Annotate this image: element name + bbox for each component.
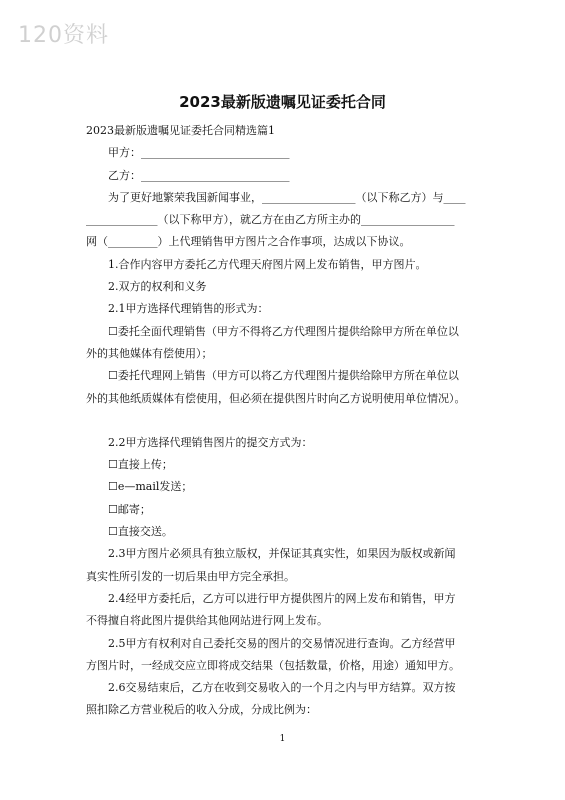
text-line: 方图片时，一经成交应立即将成交结果（包括数量，价格，用途）通知甲方。 — [86, 658, 460, 672]
blank-line — [86, 410, 494, 432]
text-line: ☐委托全面代理销售（甲方不得将乙方代理图片提供给除甲方所在单位以 — [108, 324, 459, 338]
text-line: 2.2甲方选择代理销售图片的提交方式为： — [108, 435, 313, 449]
text-line: 网（_________）上代理销售甲方图片之合作事项，达成以下协议。 — [86, 235, 411, 249]
text-line: 2.1甲方选择代理销售的形式为： — [108, 302, 269, 316]
text-line: ☐直接上传； — [108, 458, 173, 472]
document-body — [86, 120, 494, 722]
text-line: 为了更好地繁荣我国新闻事业，_________________（以下称乙方）与____ — [108, 190, 466, 204]
text-line: 乙方：___________________________ — [108, 168, 290, 182]
text-line: 2.5甲方有权利对自己委托交易的图片的交易情况进行查询。乙方经营甲 — [108, 636, 456, 650]
page-number: 1 — [279, 734, 286, 744]
text-line: 甲方：___________________________ — [108, 146, 290, 160]
text-line: 2.3甲方图片必须具有独立版权，并保证其真实性，如果因为版权或新闻 — [108, 547, 456, 561]
text-line: 2.双方的权利和义务 — [108, 280, 207, 294]
text-line: ☐委托代理网上销售（甲方可以将乙方代理图片提供给除甲方所在单位以 — [108, 369, 459, 383]
text-line: 2023最新版遗嘱见证委托合同精选篇1 — [86, 124, 275, 137]
text-line: 真实性所引发的一切后果由甲方完全承担。 — [86, 569, 295, 583]
text-line: 外的其他纸质媒体有偿使用，但必须在提供图片时向乙方说明使用单位情况）。 — [86, 391, 466, 405]
text-line: ☐e—mail发送； — [108, 480, 193, 494]
text-line: 外的其他媒体有偿使用）； — [86, 346, 213, 360]
text-line: 1.合作内容甲方委托乙方代理天府图片网上发布销售，甲方图片。 — [108, 257, 427, 271]
document-title: 2023最新版遗嘱见证委托合同 — [179, 93, 386, 111]
watermark: 120资料 — [18, 23, 109, 48]
text-line: 2.6交易结束后，乙方在收到交易收入的一个月之内与甲方结算。双方按 — [108, 681, 456, 695]
text-line: ☐邮寄； — [108, 502, 151, 516]
text-line: 2.4经甲方委托后，乙方可以进行甲方提供图片的网上发布和销售，甲方 — [108, 591, 456, 605]
text-line: ☐直接交送。 — [108, 525, 173, 539]
text-line: 照扣除乙方营业税后的收入分成，分成比例为： — [86, 703, 317, 717]
text-line: 不得擅自将此图片提供给其他网站进行网上发布。 — [86, 614, 328, 628]
text-line: _____________（以下称甲方），就乙方在由乙方所主办的_________________ — [86, 213, 455, 227]
